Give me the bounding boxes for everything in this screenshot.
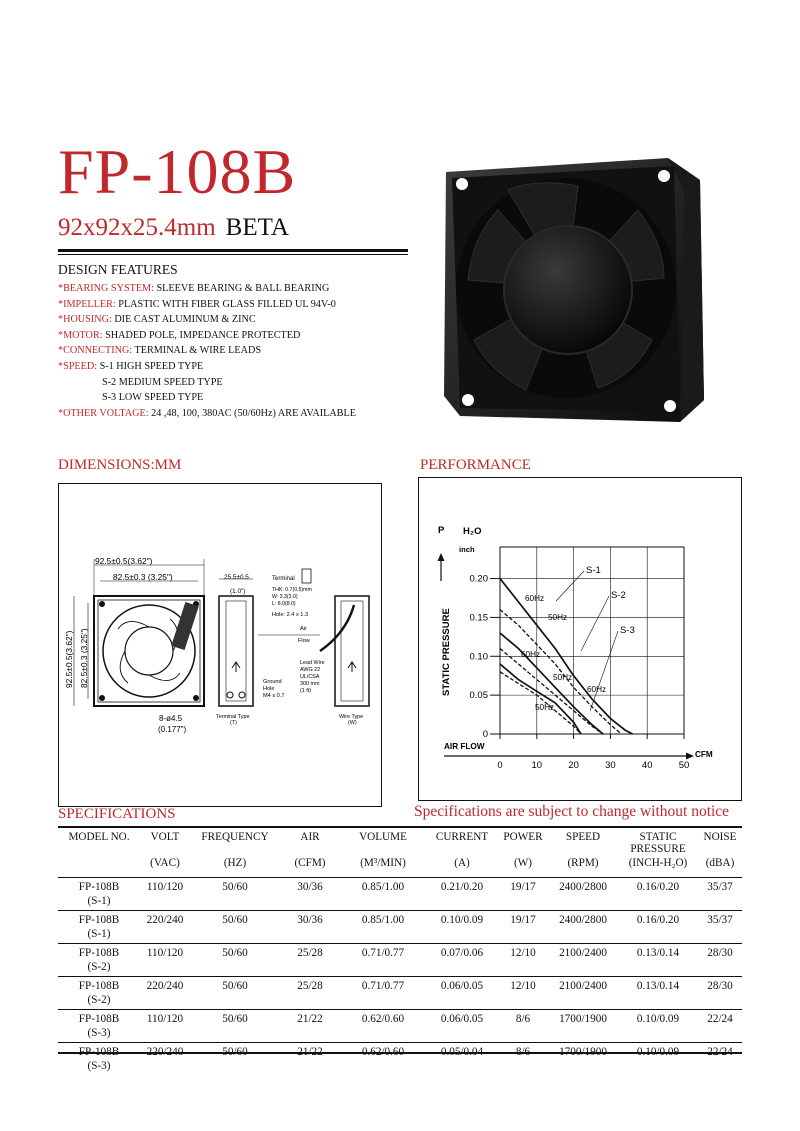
feature-text: SLEEVE BEARING & BALL BEARING — [153, 283, 330, 294]
cell-speed: 2100/2400 — [548, 944, 618, 977]
x-tick-label: 10 — [531, 760, 543, 771]
cell-volume: 0.71/0.77 — [340, 977, 426, 1010]
title-rule — [58, 249, 408, 252]
feature-text: PLASTIC WITH FIBER GLASS FILLED UL 94V-0 — [115, 298, 336, 310]
cell-freq: 50/60 — [190, 1010, 280, 1043]
cell-freq: 50/60 — [190, 878, 280, 911]
cell-current: 0.05/0.04 — [440, 1046, 484, 1058]
cell-current: 0.10/0.09 — [426, 911, 498, 944]
cell-model — [58, 944, 140, 977]
col-noise: NOISE — [703, 831, 737, 843]
unit-model — [58, 855, 140, 878]
model-type: (S-3) — [87, 1060, 111, 1072]
x-tick-label: 0 — [497, 760, 503, 771]
terminal-hole: Hole: 2.4 x 1.3 — [272, 612, 309, 618]
freq-label: 60Hz — [525, 594, 545, 603]
model-number: FP-108B — [78, 1046, 120, 1058]
wire-type-label: Wire Type — [339, 714, 364, 720]
col-power: POWER — [503, 831, 543, 843]
model-type: (S-2) — [87, 961, 111, 973]
feature-speed — [58, 359, 356, 375]
feature-label: *MOTOR: — [58, 329, 103, 341]
feature-text: DIE CAST ALUMINUM & ZINC — [111, 314, 256, 326]
dimensions-heading: DIMENSIONS:MM — [58, 457, 182, 473]
freq-label: 60Hz — [587, 685, 607, 694]
cell-air: 21/22 — [297, 1046, 323, 1058]
col-model: MODEL NO. — [68, 831, 130, 843]
cell-noise: 28/30 — [698, 977, 742, 1010]
unit-air: (CFM) — [294, 857, 326, 869]
feature-other-voltage — [58, 406, 356, 422]
model-number: FP-108B — [78, 980, 120, 992]
cell-volume: 0.62/0.60 — [361, 1046, 405, 1058]
y-tick-label: 0.05 — [469, 690, 488, 702]
lead-wire-label: Lead Wire — [300, 660, 325, 666]
cell-power: 8/6 — [498, 1010, 548, 1043]
series-line-3 — [500, 633, 603, 734]
cell-noise: 35/37 — [698, 911, 742, 944]
cell-pressure: 0.10/0.09 — [618, 1010, 698, 1043]
cell-speed: 2400/2800 — [548, 878, 618, 911]
curve-label: S-3 — [620, 625, 635, 636]
feature-text: SHADED POLE, IMPEDANCE PROTECTED — [102, 329, 301, 341]
model-size — [58, 214, 289, 242]
cell-volt: 220/240 — [140, 911, 190, 944]
table-row — [58, 944, 742, 977]
model-number: FP-108B — [78, 1013, 120, 1025]
cell-power: 8/6 — [515, 1046, 531, 1058]
curve-leader — [581, 596, 609, 651]
p-label: P — [438, 525, 445, 536]
x-unit-label: CFM — [695, 750, 713, 759]
spec-bottom-rule — [58, 1052, 742, 1054]
cell-freq: 50/60 — [222, 1046, 248, 1058]
freq-label: 50Hz — [535, 703, 555, 712]
lead-wire-ft: (1 ft) — [300, 688, 312, 694]
table-row — [58, 911, 742, 944]
cell-air: 25/28 — [280, 944, 340, 977]
cell-power: 12/10 — [498, 977, 548, 1010]
unit-current: (A) — [454, 857, 470, 869]
design-features-list — [58, 281, 356, 421]
spec-table — [58, 829, 742, 1075]
cell-freq: 50/60 — [190, 944, 280, 977]
terminal-l: L: 8.0(8.0) — [272, 601, 296, 607]
cell-pressure: 0.13/0.14 — [618, 944, 698, 977]
feature-label: *IMPELLER: — [58, 298, 116, 310]
cell-volt: 110/120 — [140, 878, 190, 911]
cell-air: 21/22 — [280, 1010, 340, 1043]
x-axis-label: AIR FLOW — [444, 742, 485, 751]
model-type: (S-2) — [87, 994, 111, 1006]
ground-label-3: M4 x 0.7 — [263, 693, 285, 699]
freq-label: 60Hz — [521, 650, 541, 659]
lead-wire-awg: AWG 22 — [300, 667, 321, 673]
cell-pressure: 0.10/0.09 — [636, 1046, 680, 1058]
freq-label: 50Hz — [553, 673, 573, 682]
cell-current: 0.07/0.06 — [426, 944, 498, 977]
feature-bearing — [58, 281, 356, 297]
cell-pressure: 0.16/0.20 — [618, 878, 698, 911]
feature-connecting — [58, 343, 356, 359]
feature-text: S-1 HIGH SPEED TYPE — [97, 360, 204, 372]
wire-type-code: (W) — [348, 720, 357, 726]
table-row — [58, 1010, 742, 1043]
x-tick-label: 20 — [568, 760, 579, 771]
notice: Specifications are subject to change without notice — [414, 803, 730, 820]
cell-volt: 220/240 — [146, 1046, 184, 1058]
spec-top-rule — [58, 826, 742, 828]
spec-units-row — [58, 855, 742, 878]
unit-frequency: (HZ) — [223, 857, 247, 869]
cell-volume: 0.62/0.60 — [340, 1010, 426, 1043]
design-features-heading: DESIGN FEATURES — [58, 262, 178, 277]
inch-label: inch — [459, 545, 475, 554]
flow-label: Flow — [298, 638, 310, 644]
performance-chart — [418, 477, 742, 801]
cell-model — [58, 977, 140, 1010]
y-tick-label: 0.15 — [469, 612, 488, 624]
col-air: AIR — [300, 831, 320, 843]
cell-power: 12/10 — [498, 944, 548, 977]
col-volt: VOLT — [150, 831, 180, 843]
dim-inner-width: 82.5±0.3 (3.25") — [113, 572, 173, 582]
unit-speed: (RPM) — [567, 857, 599, 869]
dim-outer-height: 92.5±0.5(3.62") — [64, 630, 74, 688]
cell-air: 25/28 — [280, 977, 340, 1010]
cell-noise: 22/24 — [707, 1046, 733, 1058]
cell-model — [58, 911, 140, 944]
model-type: (S-1) — [87, 928, 111, 940]
cell-pressure: 0.13/0.14 — [618, 977, 698, 1010]
cell-noise: 28/30 — [698, 944, 742, 977]
dim-inner-height: 82.5±0.3 (3.25") — [79, 628, 89, 688]
feature-speed-s2: S-2 MEDIUM SPEED TYPE — [102, 376, 223, 388]
cell-speed: 2100/2400 — [548, 977, 618, 1010]
unit-noise: (dBA) — [705, 857, 735, 869]
cell-air: 30/36 — [280, 878, 340, 911]
title-rule-thin — [58, 254, 408, 255]
freq-label: 50Hz — [548, 613, 568, 622]
table-row — [58, 1043, 742, 1076]
ground-label: Ground — [263, 679, 282, 685]
dim-hole-inch: (0.177") — [158, 725, 187, 734]
x-tick-label: 50 — [678, 760, 690, 771]
x-tick-label: 30 — [605, 760, 616, 771]
feature-label: *CONNECTING: — [58, 345, 133, 357]
col-current: CURRENT — [435, 831, 489, 843]
table-row — [58, 977, 742, 1010]
cell-speed: 1700/1900 — [548, 1010, 618, 1043]
cell-model — [58, 1010, 140, 1043]
size-text: 92x92x25.4mm — [58, 214, 216, 241]
x-axis-arrowhead — [686, 753, 694, 760]
feature-label: *HOUSING: — [58, 314, 112, 326]
cell-current: 0.06/0.05 — [426, 1010, 498, 1043]
cell-noise: 35/37 — [698, 878, 742, 911]
col-speed: SPEED — [565, 831, 601, 843]
col-frequency: FREQUENCY — [201, 831, 269, 843]
cell-volt: 220/240 — [140, 977, 190, 1010]
model-number: FP-108B — [78, 914, 120, 926]
feature-motor — [58, 328, 356, 344]
cell-freq: 50/60 — [190, 977, 280, 1010]
specifications-heading: SPECIFICATIONS — [58, 806, 176, 822]
series-name: BETA — [225, 214, 289, 241]
cell-current: 0.06/0.05 — [426, 977, 498, 1010]
cell-power: 19/17 — [498, 911, 548, 944]
cell-volume: 0.71/0.77 — [340, 944, 426, 977]
curve-leader — [590, 631, 618, 711]
cell-pressure: 0.16/0.20 — [618, 911, 698, 944]
fan-photo — [438, 150, 710, 426]
table-row — [58, 878, 742, 911]
cell-volume: 0.85/1.00 — [340, 878, 426, 911]
dim-depth: 25.5±0.5 — [224, 574, 249, 581]
terminal-type-code: (T) — [230, 720, 237, 726]
model-number: FP-108B — [78, 947, 120, 959]
feature-label: *SPEED: — [58, 360, 98, 372]
terminal-type-label: Terminal Type — [216, 714, 250, 720]
spec-header-row — [58, 829, 742, 855]
dim-hole: 8-ø4.5 — [159, 714, 183, 723]
unit-pressure: (INCH-H₂O) — [628, 857, 688, 869]
cell-power: 19/17 — [498, 878, 548, 911]
unit-volume: (M³/MIN) — [360, 857, 406, 869]
y-axis-label: STATIC PRESSURE — [441, 608, 452, 696]
curve-label: S-1 — [586, 565, 601, 576]
unit-power: (W) — [513, 857, 532, 869]
model-title: FP-108B — [58, 136, 297, 207]
dim-depth-inch: (1.0") — [230, 588, 246, 595]
curve-leader — [556, 571, 584, 601]
y-tick-label: 0 — [482, 729, 488, 740]
terminal-label: Terminal — [272, 576, 295, 582]
cell-model — [58, 1043, 140, 1076]
cell-model — [58, 878, 140, 911]
cell-volume: 0.85/1.00 — [340, 911, 426, 944]
col-volume: VOLUME — [359, 831, 407, 843]
dim-outer-width: 92.5±0.5(3.62") — [95, 556, 153, 566]
y-tick-label: 0.20 — [469, 573, 488, 585]
terminal-w: W: 3.3(3.0) — [272, 594, 298, 600]
feature-label: *OTHER VOLTAGE: — [58, 407, 149, 419]
curve-label: S-2 — [611, 590, 626, 601]
h2o-label: H₂O — [463, 526, 482, 537]
performance-heading: PERFORMANCE — [420, 457, 531, 473]
cell-volt: 110/120 — [140, 1010, 190, 1043]
model-type: (S-1) — [87, 895, 111, 907]
y-axis-arrowhead — [438, 553, 445, 561]
cell-speed: 2400/2800 — [548, 911, 618, 944]
model-number: FP-108B — [78, 881, 120, 893]
lead-wire-length: 300 mm — [300, 681, 320, 687]
terminal-thk: THK: 0.7(0.5)mm — [272, 587, 312, 593]
ground-label-2: Hole — [263, 686, 275, 692]
lead-wire-ul: UL/CSA — [300, 674, 320, 680]
x-tick-label: 40 — [641, 760, 653, 771]
feature-housing — [58, 312, 356, 328]
dimension-drawing — [58, 483, 380, 805]
feature-label: *BEARING SYSTEM: — [58, 283, 154, 294]
cell-freq: 50/60 — [190, 911, 280, 944]
cell-current: 0.21/0.20 — [426, 878, 498, 911]
feature-impeller — [58, 297, 356, 313]
air-label: Air — [300, 626, 307, 632]
cell-noise: 22/24 — [698, 1010, 742, 1043]
feature-speed-s3: S-3 LOW SPEED TYPE — [102, 392, 204, 404]
col-pressure: STATIC PRESSURE — [630, 831, 686, 855]
cell-volt: 110/120 — [140, 944, 190, 977]
model-type: (S-3) — [87, 1027, 111, 1039]
feature-text: 24 ,48, 100, 380AC (50/60Hz) ARE AVAILABLE — [148, 407, 356, 419]
feature-text: TERMINAL & WIRE LEADS — [132, 345, 261, 357]
cell-air: 30/36 — [280, 911, 340, 944]
unit-volt: (VAC) — [150, 857, 180, 869]
y-tick-label: 0.10 — [469, 651, 488, 663]
cell-speed: 1700/1900 — [559, 1046, 607, 1058]
